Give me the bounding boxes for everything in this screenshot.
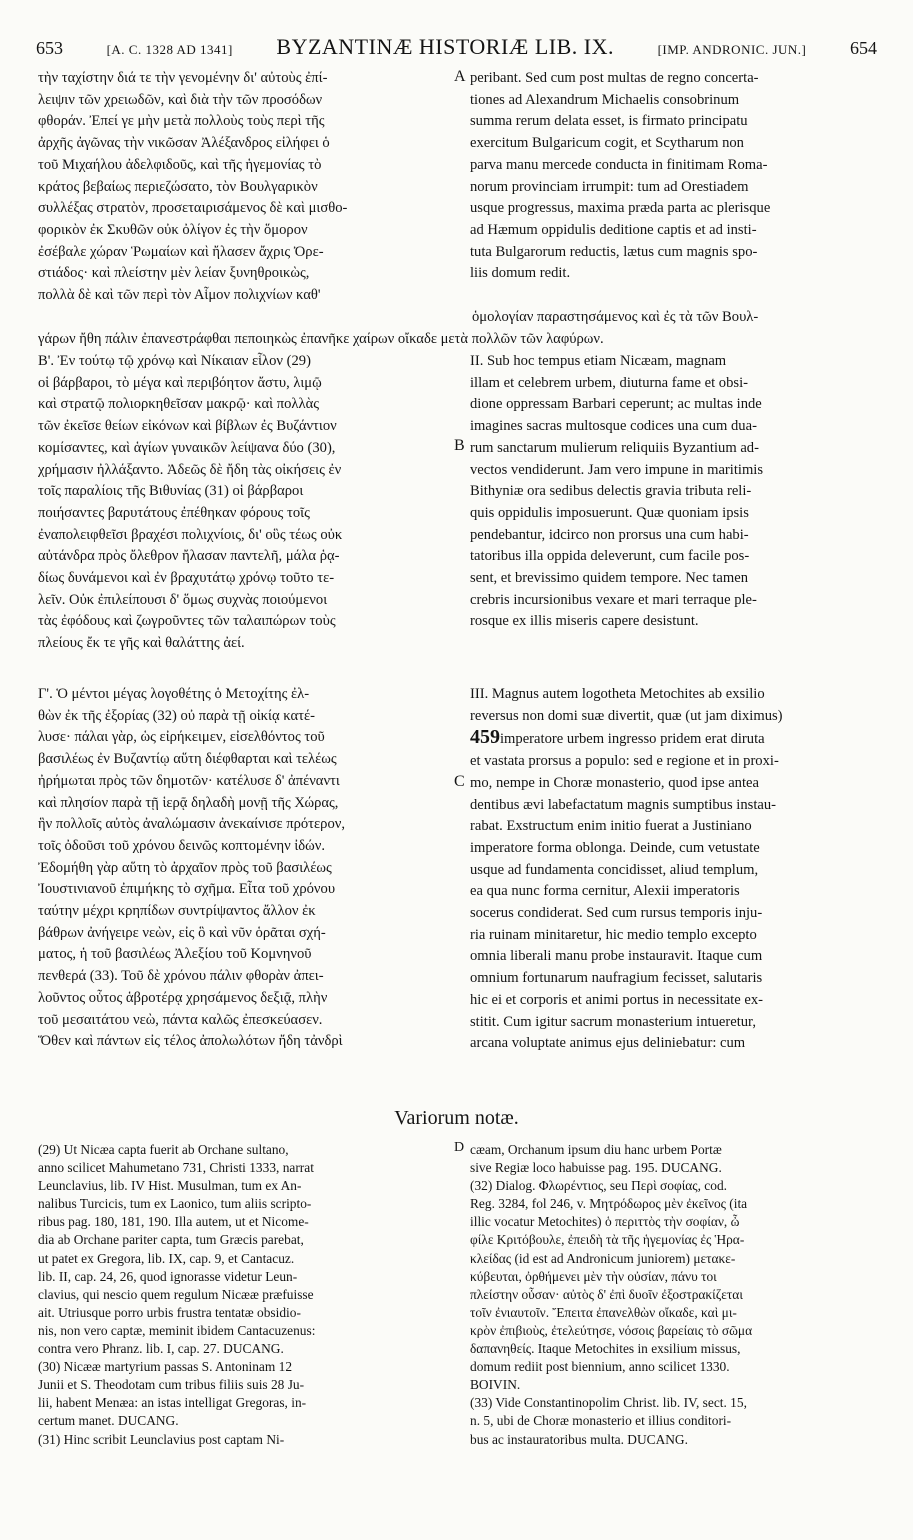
margin-letter-c: C — [454, 773, 465, 790]
text-line: λοῦντος οὗτος ἁβροτέρᾳ χρησάμενος δεξιᾷ, πλὴν — [38, 989, 328, 1006]
text-line: hic ei et corporis et animi portus in necessitate ex- — [470, 991, 763, 1008]
text-line: reversus non domi suæ divertit, quæ (ut jam diximus) — [470, 707, 783, 724]
text-line: lib. II, cap. 24, 26, quod ignorasse videtur Leun- — [38, 1268, 298, 1284]
text-line: rum sanctarum mulierum reliquiis Byzantium ad- — [470, 439, 759, 456]
text-line: τὴν ταχίστην διά τε τὴν γενομένην δι' αὐτοὺς ἐπί- — [38, 70, 328, 86]
text-line: ribus pag. 180, 181, 190. Illa autem, ut et Nicome- — [38, 1214, 309, 1230]
text-line: illam et celebrem urbem, diuturna fame et obsi- — [470, 374, 748, 391]
text-line: Ὅθεν καὶ πάντων εἰς τέλος ἀπολωλότων ἤδη τἀνδρὶ — [38, 1033, 343, 1050]
text-line: dione oppressam Barbari ceperunt; ac multas inde — [470, 396, 762, 413]
text-line: τὰς ἐφόδους καὶ ζωγροῦντες τῶν ταλαιπώρων τοὺς — [38, 613, 336, 630]
text-line: (32) Dialog. Φλωρέντιος, seu Περὶ σοφίας, cod. — [470, 1178, 727, 1194]
text-line: Β'. Ἐν τούτῳ τῷ χρόνῳ καὶ Νίκαιαν εἷλον (29) — [38, 353, 311, 369]
text-line: mo, nempe in Choræ monasterio, quod ipse antea — [470, 774, 759, 791]
text-line: imperatore forma oblonga. Deinde, cum vetustate — [470, 839, 760, 856]
text-line: βασιλέως ἐν Βυζαντίῳ αὕτη διέφθαρται καὶ τελέως — [38, 751, 337, 768]
text-line: ἐναπολειφθεῖσι βραχέσι πολιχνίοις, δι' οὓς τέως οὐκ — [38, 526, 343, 543]
text-line: Reg. 3284, fol 246, v. Μητρόδωρος μὲν ἐκεῖνος (ita — [470, 1196, 748, 1212]
text-line: τοῖν ἐνιαυτοῖν. Ἔπειτα ἐπανελθὼν οἴκαδε, καὶ μι- — [470, 1304, 737, 1320]
text-line: δίως δυνάμενοι καὶ ἐν βραχυτάτῳ χρόνῳ τοῦτο τε- — [38, 570, 335, 587]
text-line: καὶ πλησίον παρὰ τῇ ἱερᾷ δηλαδὴ μονῇ τῆς Χώρας, — [38, 794, 339, 811]
text-line: quis oppidulis imposuerunt. Quæ quoniam ipsis — [470, 504, 749, 521]
text-line: III. Magnus autem logotheta Metochites ab exsilio — [470, 686, 765, 702]
text-line: ἣν πολλοῖς αὐτὸς ἀναλώμασιν ἀνεκαίνισε πρότερον, — [38, 816, 345, 833]
text-line: vectos vendiderunt. Jam vero impune in maritimis — [470, 461, 764, 478]
text-line: λυσε· πάλαι γὰρ, ὡς εἰρήκειμεν, εἰσελθόντος τοῦ — [38, 729, 325, 746]
full-width-line-1 — [38, 307, 880, 350]
greek-column-top — [38, 68, 456, 307]
text-line: συλλέξας στρατὸν, προσεταιρισάμενος δὲ καὶ μισθο- — [38, 200, 348, 217]
margin-letter-a: A — [454, 68, 466, 85]
text-line: norum provinciam irrumpit: tum ad Orestiadem — [470, 178, 749, 195]
text-line: liis domum redit. — [470, 265, 571, 282]
text-line: dia ab Orchane pariter capta, tum Græcis parebat, — [38, 1232, 304, 1248]
text-line: κύβευται, ὀρθήμενει μὲν τὴν οὐσίαν, πάνυ τοι — [470, 1268, 717, 1284]
text-line: ut patet ex Gregora, lib. IX, cap. 9, et Cantacuz. — [38, 1250, 295, 1266]
text-line: Ἐδομήθη γὰρ αὕτη τὸ ἀρχαῖον πρὸς τοῦ βασιλέως — [38, 859, 332, 876]
text-line: parva manu mercede conducta in finitimam Roma- — [470, 156, 768, 173]
text-line: οἱ βάρβαροι, τὸ μέγα καὶ περιβόητον ἄστυ, λιμῷ — [38, 374, 322, 391]
text-line: πολλὰ δὲ καὶ τῶν περὶ τὸν Αἷμον πολιχνίων καθ' — [38, 287, 321, 304]
margin-letter-b: B — [454, 437, 465, 454]
notes-left-column — [38, 1141, 456, 1449]
text-line: n. 5, ubi de Choræ monasterio et illius conditori- — [470, 1413, 732, 1429]
date-range: [A. C. 1328 AD 1341] — [106, 42, 233, 57]
text-line: crebris incursionibus vexare et mari terraque ple- — [470, 591, 757, 608]
text-line: peribant. Sed cum post multas de regno concerta- — [470, 70, 759, 86]
text-line: ματος, ἡ τοῦ βασιλέως Ἀλεξίου τοῦ Κομνηνοῦ — [38, 946, 312, 963]
text-line: τῶν ἐκεῖσε θείων εἰκόνων καὶ βίβλων ἐς Βυζάντιον — [38, 418, 337, 435]
text-line: illic vocatur Metochites) ὁ περιττὸς τὴν σοφίαν, ὦ — [470, 1214, 740, 1230]
text-line: ὁμολογίαν παραστησάμενος καὶ ἐς τὰ τῶν Βουλ- — [472, 309, 759, 325]
text-line: II. Sub hoc tempus etiam Nicæam, magnam — [470, 353, 727, 369]
text-line: nalibus Turcicis, tum ex Laonico, tum aliis scripto- — [38, 1196, 312, 1212]
text-line: anno scilicet Mahumetano 731, Christi 1333, narrat — [38, 1160, 314, 1176]
text-line: Γ'. Ὁ μέντοι μέγας λογοθέτης ὁ Μετοχίτης ἐλ- — [38, 686, 310, 702]
text-line: nis, non vero captæ, meminit ibidem Cantacuzenus: — [38, 1322, 316, 1338]
text-line: ἐσέβαλε χώραν Ῥωμαίων καὶ ἤλασεν ἄχρις Ὀρε- — [38, 243, 324, 260]
latin-column-section-3 — [470, 684, 880, 1055]
text-line: ea qua nunc forma cernitur, Alexii imperatoris — [470, 883, 740, 900]
text-line: καὶ στρατῷ πολιορκηθεῖσαν μακρῷ· καὶ πολλὰς — [38, 396, 319, 413]
text-line: Bithyniæ ora sedibus delectis gravia tributa reli- — [470, 483, 752, 500]
text-line: sent, et brevissimo quidem tempore. Nec tamen — [470, 570, 749, 587]
text-line: (33) Vide Constantinopolim Christ. lib. IV, sect. 15, — [470, 1395, 747, 1411]
text-line: ἀρχῆς ἀγῶνας τὴν νικῶσαν Ἀλέξανδρος εἰλήφει ὁ — [38, 135, 330, 152]
text-line: omnia liberali manu probe instauravit. Itaque cum — [470, 948, 763, 965]
emperor-label: [IMP. ANDRONIC. JUN.] — [657, 42, 807, 57]
text-line: ait. Utriusque porro urbis frustra tentatæ obsidio- — [38, 1304, 301, 1320]
text-line: ad Hæmum oppidulis deditione captis et ad insti- — [470, 221, 757, 238]
text-line: φορικὸν ἐκ Σκυθῶν οὐκ ὀλίγον ἐς τὴν ὅμορον — [38, 221, 308, 238]
text-line: (30) Nicææ martyrium passas S. Antoninam 12 — [38, 1359, 293, 1375]
text-line: 459imperatore urbem ingresso pridem erat diruta — [470, 727, 765, 749]
text-line: χρήμασιν ἠλλάξαντο. Ἀδεῶς δὲ ἤδη τὰς οἰκήσεις ἐν — [38, 461, 342, 478]
text-line: φίλε Κριτόβουλε, ἐπειδὴ τὰ τῆς ἡγεμονίας ἐς Ἡρα- — [470, 1232, 745, 1248]
text-line: tuta Bulgarorum reductis, lætus cum magnis spo- — [470, 243, 758, 260]
text-line: τοῖς παραλίοις τῆς Βιθυνίας (31) οἱ βάρβαροι — [38, 483, 304, 500]
text-line: τοῦ Μιχαήλου ἀδελφιδοῦς, καὶ τῆς ἡγεμονίας τὸ — [38, 156, 322, 173]
text-line: contra vero Phranz. lib. I, cap. 27. DUCANG. — [38, 1341, 284, 1357]
text-line: λειψιν τῶν χρειωδῶν, καὶ διὰ τὴν τῶν προσόδων — [38, 91, 323, 108]
marginal-page-number: 459 — [470, 727, 500, 749]
text-line: (29) Ut Nicæa capta fuerit ab Orchane sultano, — [38, 1142, 289, 1157]
text-line: cæam, Orchanum ipsum diu hanc urbem Portæ — [470, 1142, 722, 1157]
text-line: ταύτην μέχρι κρηπίδων συντρίψαντος ἄλλον ἐκ — [38, 903, 316, 920]
text-line: πλείους ἔκ τε γῆς καὶ θαλάττης ἀεί. — [38, 635, 245, 652]
greek-column-section-2 — [38, 351, 456, 655]
text-line: stitit. Cum igitur sacrum monasterium intueretur, — [470, 1013, 756, 1030]
text-line: δαπανηθείς. Itaque Metochites in exsilium missus, — [470, 1341, 741, 1357]
page-number-right: 654 — [849, 38, 877, 58]
text-line: usque progressus, maxima præda parta ac plerisque — [470, 200, 771, 217]
text-line: αὐτάνδρα πρὸς ὄλεθρον ἤλασαν παντελῆ, μάλα ῥᾳ- — [38, 548, 340, 565]
text-line: βάθρων ἀνήγειρε νεὼν, εἰς ὃ καὶ νῦν ὁρᾶται σχή- — [38, 924, 326, 941]
text-line: lii, habent Menæa: an istas intelligat Gregoras, in- — [38, 1395, 307, 1411]
running-header — [36, 34, 877, 64]
text-line: γάρων ἤθη πάλιν ἐπανεστράφθαι πεποιηκὼς ἐπανῆκε χαίρων οἴκαδε μετὰ πολλῶν τῶν λαφύρων. — [38, 330, 604, 347]
text-line: pendebantur, idcirco non prorsus una cum habi- — [470, 526, 749, 543]
text-line: πενθερά (33). Τοῦ δὲ χρόνου πάλιν φθορὰν ἀπει- — [38, 968, 324, 985]
latin-column-top — [470, 68, 880, 285]
text-line: ποιήσαντες βαρυτάτους ἐπέθηκαν φόρους τοῖς — [38, 504, 310, 521]
text-line: κράτος βεβαίως περιεζώσατο, τὸν Βουλγαρικὸν — [38, 178, 318, 195]
text-line: sive Regiæ loco habuisse pag. 195. DUCANG. — [470, 1160, 722, 1176]
margin-letter-d: D — [454, 1140, 465, 1155]
text-line: bus ac instauratoribus multa. DUCANG. — [470, 1431, 688, 1447]
text-line: dentibus ævi labefactatum magnis sumptibus instau- — [470, 796, 777, 813]
text-line: certum manet. DUCANG. — [38, 1413, 179, 1429]
greek-column-section-3 — [38, 684, 456, 1053]
text-line: θὼν ἐκ τῆς ἐξορίας (32) οὐ παρὰ τῇ οἰκίᾳ κατέ- — [38, 707, 315, 724]
text-line: usque ad fundamenta concidisset, aliud templum, — [470, 861, 759, 878]
text-line: BOIVIN. — [470, 1377, 521, 1393]
text-line: tatoribus illa oppida deleverunt, cum facile pos- — [470, 548, 750, 565]
text-line: Leunclavius, lib. IV Hist. Musulman, tum ex An- — [38, 1178, 302, 1194]
text-line: Ἰουστινιανοῦ ἐπιμήκης τὸ σχῆμα. Εἶτα τοῦ χρόνου — [38, 881, 336, 898]
text-line: summa rerum delata esset, is firmato principatu — [470, 113, 748, 130]
notes-title: Variorum notæ. — [394, 1107, 519, 1129]
text-line: arcana voluptate animus ejus deliniebatur: cum — [470, 1035, 746, 1052]
text-line: Junii et S. Theodotam cum tribus filiis suis 28 Ju- — [38, 1377, 305, 1393]
text-line: omnium fortunarum naufragium fecisset, salutaris — [470, 970, 763, 987]
text-line: tiones ad Alexandrum Michaelis consobrinum — [470, 91, 740, 108]
text-line: ria ruinam minitaretur, hic medio templo excepto — [470, 926, 757, 943]
notes-right-column — [470, 1141, 880, 1449]
text-line: φθοράν. Ἐπεί γε μὴν μετὰ πολλοὺς τοὺς περὶ τῆς — [38, 113, 325, 130]
text-line: imagines sacras multosque codices una cum dua- — [470, 418, 757, 435]
text-line: τοῦ μεσαιτάτου νεὼ, πάντα καλῶς ἐπεσκεύασεν. — [38, 1011, 323, 1028]
text-line: κλείδας (id est ad Andronicum juniorem) μετακε- — [470, 1250, 736, 1266]
text-line: et vastata prorsus a populo: sed e regione et in proxi- — [470, 753, 779, 770]
text-line: ἠρήμωται πρὸς τῶν δημοτῶν· κατέλυσε δ' ἀπέναντι — [38, 772, 340, 789]
text-line: πλείστην οὖσαν· αὐτὸς δ' ἐπὶ δυοῖν ἐξοστρακίζεται — [470, 1286, 743, 1302]
text-line: socerus condiderat. Sed cum rursus temporis inju- — [470, 905, 763, 922]
text-line: rosque ex illis miseris capere desistunt. — [470, 613, 699, 630]
text-line: στιάδος· καὶ πλείστην μὲν λείαν ξυνηθροικὼς, — [38, 265, 310, 282]
text-line: exercitum Bulgaricum cogit, et Scytharum non — [470, 135, 744, 152]
text-line: rabat. Exstructum enim initio fuerat a Justiniano — [470, 818, 752, 835]
text-line: κομίσαντες, καὶ ἁγίων γυναικῶν λείψανα δύο (30), — [38, 439, 336, 456]
page-number-left: 653 — [36, 38, 63, 58]
text-line: τοῖς ὀδοῦσι τοῦ χρόνου δεινῶς κοπτομένην ἰδών. — [38, 837, 326, 854]
running-title: BYZANTINÆ HISTORIÆ LIB. IX. — [276, 34, 614, 59]
text-line: (31) Hinc scribit Leunclavius post captam Ni- — [38, 1431, 285, 1447]
text-line: clavius, qui nescio quem regulum Nicææ præfuisse — [38, 1286, 314, 1302]
latin-column-section-2 — [470, 351, 880, 633]
text-line: λεῖν. Οὐκ ἐπιλείπουσι δ' ὅμως συχνὰς ποιούμενοι — [38, 591, 328, 608]
text-line: κρὸν ἐπιβιοὺς, ἐτελεύτησε, νόσοις βαρείαις τὸ σῶμα — [470, 1322, 753, 1338]
text-line: domum rediit post biennium, anno scilicet 1330. — [470, 1359, 730, 1375]
